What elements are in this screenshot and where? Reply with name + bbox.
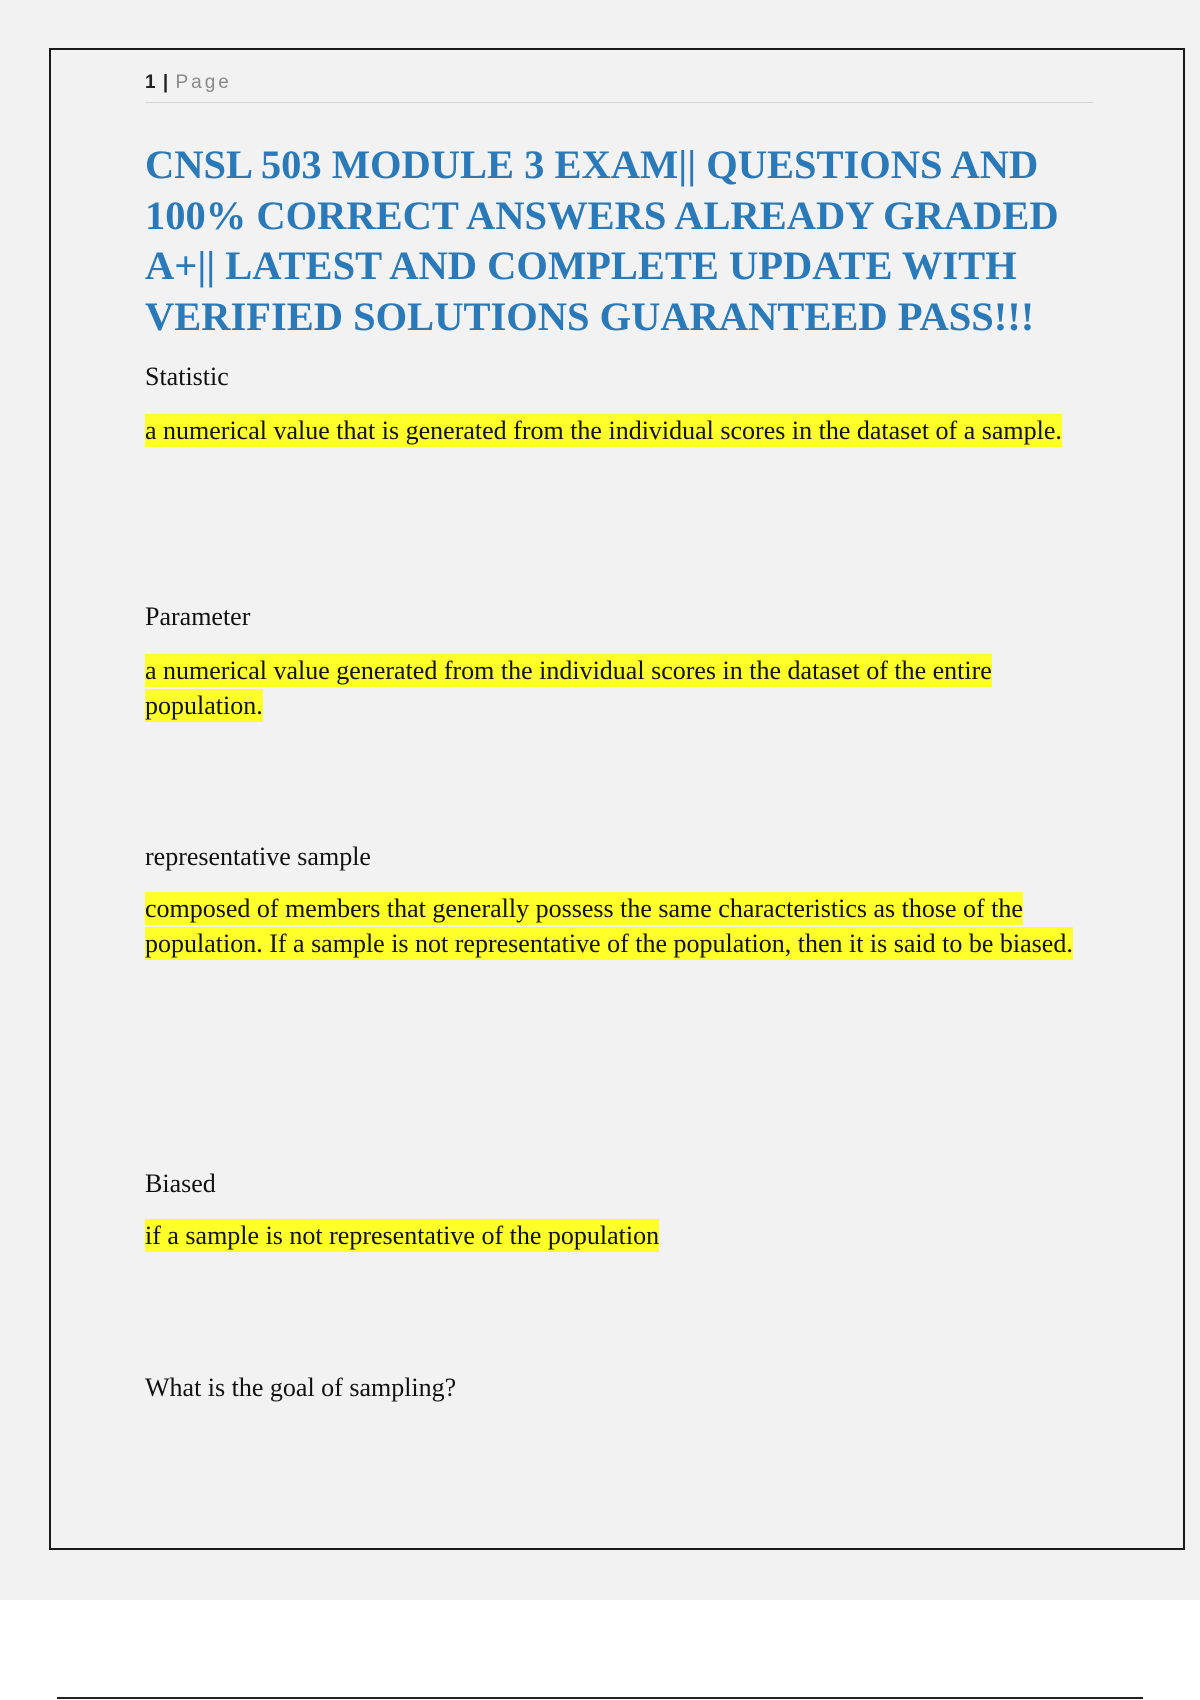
highlighted-text: a numerical value that is generated from the individual scores in the dataset of a sample. [145,416,1062,445]
page-separator: | [162,72,169,93]
page-header [145,72,1093,103]
question-goal-of-sampling: What is the goal of sampling? [145,1373,457,1402]
page-number: 1 [145,72,156,93]
document-title: CNSL 503 MODULE 3 EXAM|| QUESTIONS AND 100% CORRECT ANSWERS ALREADY GRADED A+|| LATEST AND COMPLETE UPDATE WITH VERIFIED SOLUTIONS GUARANTEED PASS!!! [145,142,1059,339]
definition-parameter [145,653,1080,723]
highlighted-text: if a sample is not representative of the population [145,1221,660,1250]
term-parameter: Parameter [145,602,251,631]
definition-biased [145,1218,1080,1253]
definition-representative-sample [145,891,1080,961]
term-statistic: Statistic [145,362,229,391]
definition-statistic [145,413,1080,448]
highlighted-text: composed of members that generally possess the same characteristics as those of the population. If a sample is not representative of the population, then it is said to be biased. [145,894,1073,958]
next-page-top-rule [57,1697,1143,1699]
highlighted-text: a numerical value generated from the individual scores in the dataset of the entire population. [145,656,992,720]
term-representative-sample: representative sample [145,842,371,871]
term-biased: Biased [145,1169,216,1198]
page-label: Page [175,72,232,93]
